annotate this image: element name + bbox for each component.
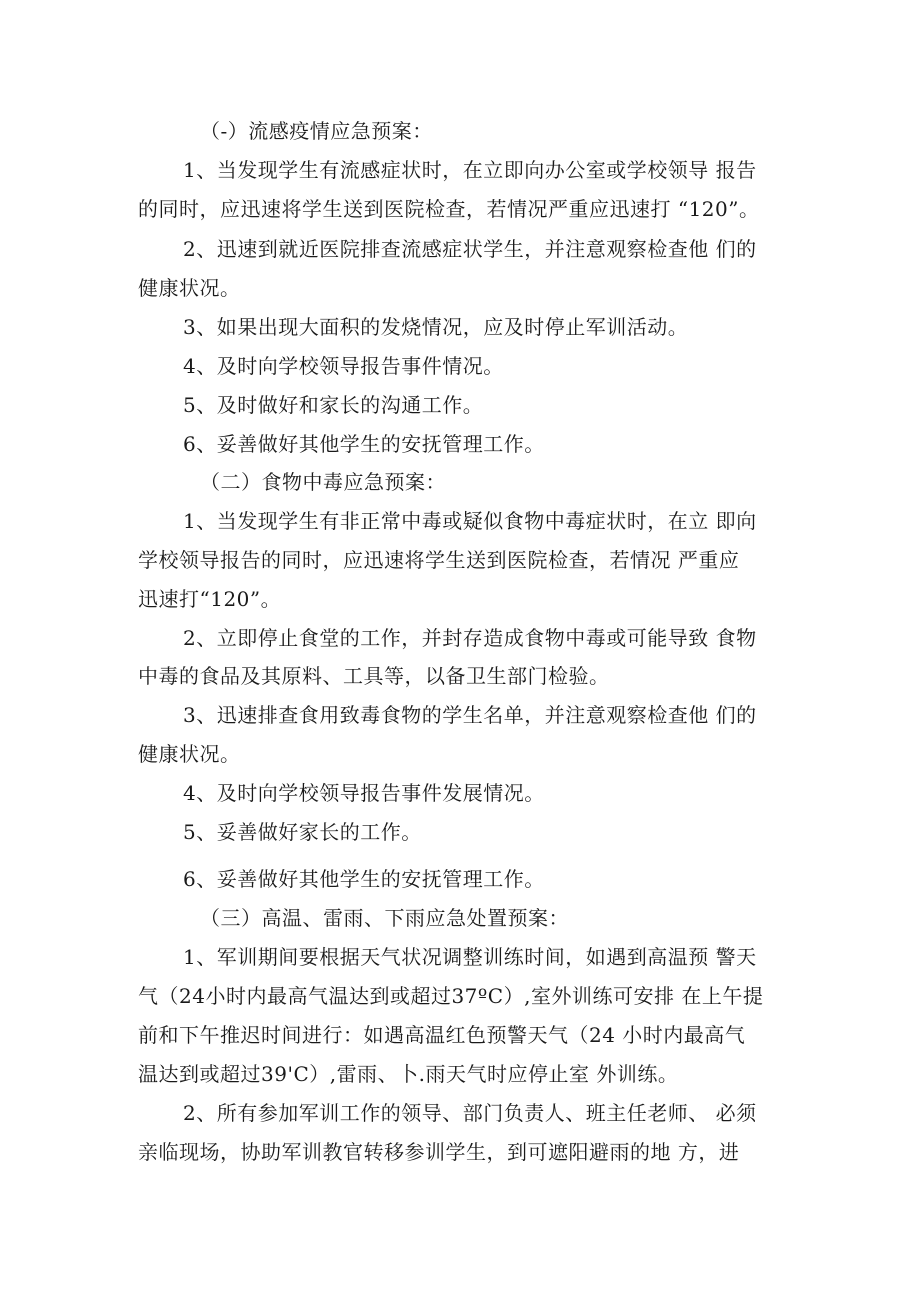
paragraph-line: 2、迅速到就近医院排查流感症状学生，并注意观察检查他 们的: [183, 237, 757, 261]
paragraph-line: 迅速打“120”。: [138, 587, 282, 611]
paragraph-line: 学校领导报告的同时，应迅速将学生送到医院检查，若情况 严重应: [138, 548, 740, 572]
section-heading-food-poisoning: （二）食物中毒应急预案：: [200, 470, 446, 494]
paragraph-line: 1、当发现学生有流感症状时，在立即向办公室或学校领导 报告: [183, 158, 757, 182]
section-heading-weather: （三）高温、雷雨、下雨应急处置预案：: [200, 906, 569, 930]
paragraph-line: 4、及时向学校领导报告事件情况。: [183, 354, 504, 378]
paragraph-line: 前和下午推迟时间进行：如遇高温红色预警天气（24 小时内最高气: [138, 1023, 746, 1047]
paragraph-line: 5、妥善做好家长的工作。: [183, 820, 422, 844]
paragraph-line: 温达到或超过39'C）,雷雨、卜.雨天气时应停止室 外训练。: [138, 1062, 679, 1086]
paragraph-line: 3、如果出现大面积的发烧情况，应及时停止军训活动。: [183, 315, 689, 339]
paragraph-line: 5、及时做好和家长的沟通工作。: [183, 393, 484, 417]
section-heading-flu: （-）流感疫情应急预案：: [200, 119, 433, 143]
paragraph-line: 亲临现场，协助军训教官转移参训学生，到可遮阳避雨的地 方，进: [138, 1140, 740, 1164]
paragraph-line: 健康状况。: [138, 742, 241, 766]
paragraph-line: 健康状况。: [138, 276, 241, 300]
paragraph-line: 2、所有参加军训工作的领导、部门负责人、班主任老师、 必须: [183, 1101, 757, 1125]
paragraph-line: 2、立即停止食堂的工作，并封存造成食物中毒或可能导致 食物: [183, 626, 757, 650]
paragraph-line: 6、妥善做好其他学生的安抚管理工作。: [183, 432, 545, 456]
paragraph-line: 的同时，应迅速将学生送到医院检查，若情况严重应迅速打 “120”。: [138, 197, 760, 221]
paragraph-line: 1、当发现学生有非正常中毒或疑似食物中毒症状时，在立 即向: [183, 509, 757, 533]
paragraph-line: 4、及时向学校领导报告事件发展情况。: [183, 781, 545, 805]
paragraph-line: 6、妥善做好其他学生的安抚管理工作。: [183, 867, 545, 891]
paragraph-line: 气（24小时内最高气温达到或超过37ºC）,室外训练可安排 在上午提: [138, 984, 764, 1008]
paragraph-line: 中毒的食品及其原料、工具等，以备卫生部门检验。: [138, 664, 610, 688]
paragraph-line: 1、军训期间要根据天气状况调整训练时间，如遇到高温预 警天: [183, 945, 757, 969]
paragraph-line: 3、迅速排查食用致毒食物的学生名单，并注意观察检查他 们的: [183, 703, 757, 727]
